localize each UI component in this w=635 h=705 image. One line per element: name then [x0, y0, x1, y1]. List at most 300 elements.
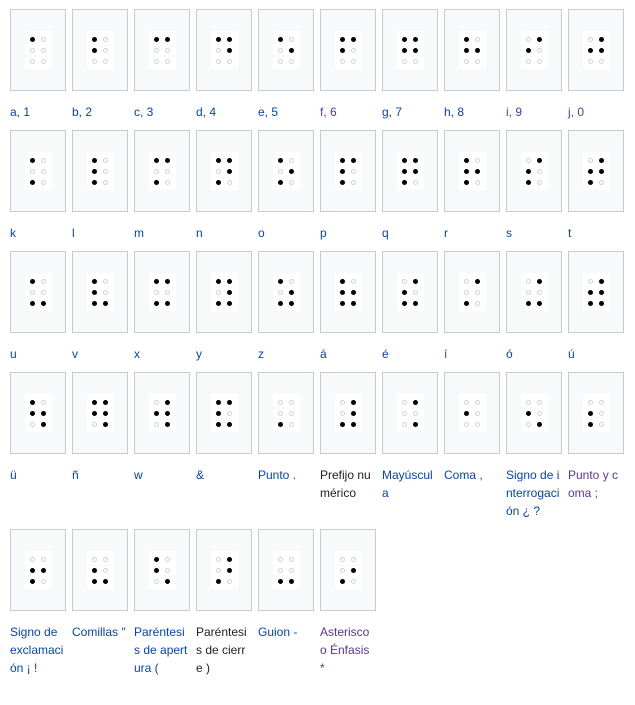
- flat-dot-icon: [402, 400, 407, 405]
- braille-sign: [134, 372, 190, 493]
- raised-dot-icon: [464, 169, 469, 174]
- braille-cell-icon: [25, 551, 52, 589]
- flat-dot-icon: [537, 169, 542, 174]
- sign-label[interactable]: k: [10, 226, 16, 240]
- flat-dot-icon: [537, 411, 542, 416]
- flat-dot-icon: [41, 180, 46, 185]
- flat-dot-icon: [30, 59, 35, 64]
- braille-sign: [444, 9, 500, 130]
- flat-dot-icon: [103, 37, 108, 42]
- braille-image[interactable]: [134, 372, 190, 454]
- braille-image[interactable]: [320, 130, 376, 212]
- flat-dot-icon: [475, 411, 480, 416]
- sign-label[interactable]: Punto y coma ;: [568, 468, 619, 500]
- flat-dot-icon: [475, 422, 480, 427]
- sign-label[interactable]: e, 5: [258, 105, 279, 119]
- raised-dot-icon: [216, 411, 221, 416]
- sign-label[interactable]: ú: [568, 347, 575, 361]
- flat-dot-icon: [103, 59, 108, 64]
- flat-dot-icon: [289, 568, 294, 573]
- flat-dot-icon: [526, 37, 531, 42]
- raised-dot-icon: [537, 301, 542, 306]
- raised-dot-icon: [92, 568, 97, 573]
- braille-image[interactable]: [196, 372, 252, 454]
- flat-dot-icon: [289, 279, 294, 284]
- sign-label[interactable]: n: [196, 226, 203, 240]
- flat-dot-icon: [402, 411, 407, 416]
- braille-image[interactable]: [568, 372, 624, 454]
- raised-dot-icon: [340, 579, 345, 584]
- braille-sign: [196, 9, 252, 130]
- braille-cell-icon: [397, 152, 424, 190]
- braille-image[interactable]: [196, 251, 252, 333]
- raised-dot-icon: [340, 180, 345, 185]
- flat-dot-icon: [289, 37, 294, 42]
- raised-dot-icon: [289, 290, 294, 295]
- braille-image[interactable]: [506, 372, 562, 454]
- flat-dot-icon: [278, 59, 283, 64]
- flat-dot-icon: [30, 290, 35, 295]
- flat-dot-icon: [537, 290, 542, 295]
- braille-image[interactable]: [444, 130, 500, 212]
- raised-dot-icon: [340, 48, 345, 53]
- raised-dot-icon: [475, 48, 480, 53]
- raised-dot-icon: [340, 37, 345, 42]
- sign-label[interactable]: Signo de exclamación ¡ !: [10, 625, 64, 675]
- raised-dot-icon: [92, 411, 97, 416]
- braille-image[interactable]: [72, 9, 128, 91]
- flat-dot-icon: [216, 59, 221, 64]
- flat-dot-icon: [41, 158, 46, 163]
- flat-dot-icon: [154, 48, 159, 53]
- flat-dot-icon: [413, 411, 418, 416]
- braille-cell-icon: [149, 152, 176, 190]
- flat-dot-icon: [588, 59, 593, 64]
- sign-label[interactable]: Mayúscula: [382, 468, 433, 500]
- raised-dot-icon: [588, 180, 593, 185]
- braille-sign: [72, 9, 128, 130]
- braille-image[interactable]: [258, 529, 314, 611]
- braille-cell-icon: [521, 394, 548, 432]
- raised-dot-icon: [30, 568, 35, 573]
- braille-cell-icon: [87, 152, 114, 190]
- braille-sign: [568, 251, 624, 372]
- flat-dot-icon: [103, 48, 108, 53]
- braille-cell-icon: [397, 394, 424, 432]
- sign-label[interactable]: t: [568, 226, 572, 240]
- flat-dot-icon: [103, 169, 108, 174]
- braille-image[interactable]: [258, 372, 314, 454]
- braille-image[interactable]: [134, 529, 190, 611]
- raised-dot-icon: [103, 411, 108, 416]
- raised-dot-icon: [475, 279, 480, 284]
- raised-dot-icon: [402, 37, 407, 42]
- braille-image[interactable]: [320, 372, 376, 454]
- sign-label[interactable]: ü: [10, 468, 17, 482]
- raised-dot-icon: [402, 169, 407, 174]
- braille-image[interactable]: [506, 9, 562, 91]
- flat-dot-icon: [340, 411, 345, 416]
- braille-image[interactable]: [10, 372, 66, 454]
- flat-dot-icon: [216, 290, 221, 295]
- flat-dot-icon: [588, 279, 593, 284]
- braille-cell-icon: [87, 273, 114, 311]
- sign-label[interactable]: Comillas ": [72, 625, 126, 639]
- raised-dot-icon: [413, 48, 418, 53]
- flat-dot-icon: [227, 579, 232, 584]
- sign-label[interactable]: j, 0: [568, 105, 585, 119]
- braille-image[interactable]: [72, 529, 128, 611]
- flat-dot-icon: [41, 48, 46, 53]
- raised-dot-icon: [30, 180, 35, 185]
- braille-sign: [444, 251, 500, 372]
- sign-label[interactable]: q: [382, 226, 389, 240]
- raised-dot-icon: [289, 169, 294, 174]
- sign-label[interactable]: m: [134, 226, 144, 240]
- raised-dot-icon: [413, 158, 418, 163]
- braille-image[interactable]: [506, 251, 562, 333]
- braille-image[interactable]: [10, 529, 66, 611]
- flat-dot-icon: [526, 59, 531, 64]
- sign-label[interactable]: Paréntesis de apertura (: [134, 625, 188, 675]
- braille-image[interactable]: [10, 251, 66, 333]
- raised-dot-icon: [278, 279, 283, 284]
- sign-label[interactable]: Guion -: [258, 625, 298, 639]
- raised-dot-icon: [599, 279, 604, 284]
- sign-label[interactable]: s: [506, 226, 512, 240]
- sign-label[interactable]: á: [320, 347, 327, 361]
- sign-label[interactable]: p: [320, 226, 327, 240]
- braille-cell-icon: [25, 394, 52, 432]
- raised-dot-icon: [41, 568, 46, 573]
- flat-dot-icon: [165, 557, 170, 562]
- flat-dot-icon: [475, 180, 480, 185]
- braille-image[interactable]: [568, 130, 624, 212]
- raised-dot-icon: [41, 301, 46, 306]
- braille-image[interactable]: [506, 130, 562, 212]
- raised-dot-icon: [165, 400, 170, 405]
- flat-dot-icon: [289, 557, 294, 562]
- braille-image[interactable]: [382, 251, 438, 333]
- raised-dot-icon: [289, 579, 294, 584]
- flat-dot-icon: [351, 59, 356, 64]
- sign-label[interactable]: c, 3: [134, 105, 154, 119]
- braille-image[interactable]: [382, 372, 438, 454]
- raised-dot-icon: [154, 568, 159, 573]
- flat-dot-icon: [154, 400, 159, 405]
- sign-label[interactable]: í: [444, 347, 448, 361]
- flat-dot-icon: [227, 411, 232, 416]
- sign-label[interactable]: r: [444, 226, 448, 240]
- raised-dot-icon: [588, 290, 593, 295]
- raised-dot-icon: [92, 169, 97, 174]
- raised-dot-icon: [413, 422, 418, 427]
- braille-cell-icon: [521, 31, 548, 69]
- raised-dot-icon: [464, 180, 469, 185]
- braille-image[interactable]: [444, 9, 500, 91]
- braille-cell-icon: [335, 31, 362, 69]
- raised-dot-icon: [165, 422, 170, 427]
- braille-cell-icon: [149, 273, 176, 311]
- flat-dot-icon: [537, 400, 542, 405]
- flat-dot-icon: [413, 290, 418, 295]
- flat-dot-icon: [278, 411, 283, 416]
- raised-dot-icon: [165, 158, 170, 163]
- braille-sign: [10, 9, 66, 130]
- flat-dot-icon: [599, 400, 604, 405]
- flat-dot-icon: [41, 400, 46, 405]
- sign-label[interactable]: z: [258, 347, 264, 361]
- flat-dot-icon: [588, 400, 593, 405]
- flat-dot-icon: [92, 422, 97, 427]
- raised-dot-icon: [413, 37, 418, 42]
- sign-label[interactable]: g, 7: [382, 105, 403, 119]
- braille-sign: [320, 130, 376, 251]
- flat-dot-icon: [475, 59, 480, 64]
- flat-dot-icon: [289, 422, 294, 427]
- braille-sign: [10, 529, 66, 686]
- raised-dot-icon: [351, 400, 356, 405]
- braille-sign: [320, 9, 376, 130]
- braille-sign: [444, 130, 500, 251]
- raised-dot-icon: [588, 301, 593, 306]
- flat-dot-icon: [165, 180, 170, 185]
- braille-cell-icon: [583, 394, 610, 432]
- flat-dot-icon: [599, 180, 604, 185]
- raised-dot-icon: [92, 48, 97, 53]
- braille-cell-icon: [583, 31, 610, 69]
- raised-dot-icon: [216, 180, 221, 185]
- sign-label[interactable]: a, 1: [10, 105, 31, 119]
- flat-dot-icon: [30, 557, 35, 562]
- flat-dot-icon: [216, 568, 221, 573]
- flat-dot-icon: [351, 48, 356, 53]
- sign-label[interactable]: é: [382, 347, 389, 361]
- braille-image[interactable]: [10, 130, 66, 212]
- sign-label[interactable]: Signo de interrogación ¿ ?: [506, 468, 560, 518]
- braille-image[interactable]: [568, 9, 624, 91]
- flat-dot-icon: [475, 400, 480, 405]
- flat-dot-icon: [351, 279, 356, 284]
- raised-dot-icon: [227, 557, 232, 562]
- flat-dot-icon: [289, 180, 294, 185]
- braille-cell-icon: [459, 152, 486, 190]
- raised-dot-icon: [154, 158, 159, 163]
- braille-image[interactable]: [382, 130, 438, 212]
- flat-dot-icon: [475, 158, 480, 163]
- braille-cell-icon: [335, 273, 362, 311]
- braille-cell-icon: [397, 273, 424, 311]
- raised-dot-icon: [154, 557, 159, 562]
- raised-dot-icon: [278, 579, 283, 584]
- sign-label[interactable]: v: [72, 347, 78, 361]
- braille-image[interactable]: [382, 9, 438, 91]
- sign-label[interactable]: h, 8: [444, 105, 465, 119]
- raised-dot-icon: [216, 158, 221, 163]
- raised-dot-icon: [154, 411, 159, 416]
- raised-dot-icon: [92, 37, 97, 42]
- braille-sign: [196, 372, 252, 493]
- braille-cell-icon: [273, 273, 300, 311]
- flat-dot-icon: [464, 290, 469, 295]
- braille-sign: [134, 529, 190, 686]
- braille-image[interactable]: [258, 251, 314, 333]
- braille-sign: [506, 372, 562, 529]
- raised-dot-icon: [599, 37, 604, 42]
- flat-dot-icon: [216, 169, 221, 174]
- sign-label[interactable]: l: [72, 226, 75, 240]
- braille-cell-icon: [211, 394, 238, 432]
- braille-image[interactable]: [196, 529, 252, 611]
- raised-dot-icon: [92, 290, 97, 295]
- braille-sign: [196, 529, 252, 686]
- flat-dot-icon: [227, 59, 232, 64]
- braille-cell-icon: [25, 273, 52, 311]
- raised-dot-icon: [227, 301, 232, 306]
- braille-image[interactable]: [196, 9, 252, 91]
- raised-dot-icon: [351, 301, 356, 306]
- raised-dot-icon: [227, 422, 232, 427]
- raised-dot-icon: [413, 279, 418, 284]
- raised-dot-icon: [165, 579, 170, 584]
- raised-dot-icon: [154, 37, 159, 42]
- sign-label[interactable]: d, 4: [196, 105, 217, 119]
- flat-dot-icon: [599, 59, 604, 64]
- braille-image[interactable]: [320, 251, 376, 333]
- raised-dot-icon: [216, 422, 221, 427]
- braille-cell-icon: [87, 394, 114, 432]
- sign-label[interactable]: Punto .: [258, 468, 297, 482]
- sign-label[interactable]: Asterisco o Énfasis *: [320, 625, 370, 675]
- braille-image[interactable]: [568, 251, 624, 333]
- braille-image[interactable]: [320, 9, 376, 91]
- braille-sign: [258, 130, 314, 251]
- braille-image[interactable]: [72, 372, 128, 454]
- braille-sign: [506, 130, 562, 251]
- braille-cell-icon: [87, 551, 114, 589]
- raised-dot-icon: [227, 279, 232, 284]
- braille-image[interactable]: [134, 251, 190, 333]
- braille-sign: [258, 251, 314, 372]
- flat-dot-icon: [537, 48, 542, 53]
- braille-cell-icon: [335, 152, 362, 190]
- sign-label[interactable]: x: [134, 347, 140, 361]
- sign-label[interactable]: u: [10, 347, 17, 361]
- raised-dot-icon: [92, 301, 97, 306]
- raised-dot-icon: [227, 48, 232, 53]
- braille-sign: [134, 130, 190, 251]
- flat-dot-icon: [351, 579, 356, 584]
- braille-image[interactable]: [444, 372, 500, 454]
- raised-dot-icon: [537, 158, 542, 163]
- raised-dot-icon: [413, 400, 418, 405]
- flat-dot-icon: [464, 59, 469, 64]
- sign-label[interactable]: y: [196, 347, 202, 361]
- braille-image[interactable]: [444, 251, 500, 333]
- flat-dot-icon: [588, 158, 593, 163]
- sign-label[interactable]: &: [196, 468, 205, 482]
- sign-label[interactable]: f, 6: [320, 105, 337, 119]
- flat-dot-icon: [41, 557, 46, 562]
- braille-sign: [320, 251, 376, 372]
- braille-cell-icon: [521, 152, 548, 190]
- braille-image[interactable]: [134, 9, 190, 91]
- flat-dot-icon: [340, 400, 345, 405]
- flat-dot-icon: [103, 568, 108, 573]
- raised-dot-icon: [165, 279, 170, 284]
- flat-dot-icon: [289, 158, 294, 163]
- sign-label[interactable]: ñ: [72, 468, 79, 482]
- raised-dot-icon: [526, 48, 531, 53]
- flat-dot-icon: [278, 290, 283, 295]
- braille-image[interactable]: [258, 130, 314, 212]
- raised-dot-icon: [464, 301, 469, 306]
- braille-sign: [258, 372, 314, 493]
- braille-image[interactable]: [72, 251, 128, 333]
- sign-label[interactable]: o: [258, 226, 265, 240]
- raised-dot-icon: [413, 169, 418, 174]
- raised-dot-icon: [537, 37, 542, 42]
- braille-sign: [258, 9, 314, 130]
- braille-image[interactable]: [72, 130, 128, 212]
- braille-sign: [382, 9, 438, 130]
- braille-image[interactable]: [134, 130, 190, 212]
- flat-dot-icon: [103, 158, 108, 163]
- braille-sign: [506, 251, 562, 372]
- flat-dot-icon: [41, 279, 46, 284]
- raised-dot-icon: [340, 158, 345, 163]
- braille-image[interactable]: [258, 9, 314, 91]
- raised-dot-icon: [103, 301, 108, 306]
- raised-dot-icon: [216, 400, 221, 405]
- braille-cell-icon: [335, 394, 362, 432]
- flat-dot-icon: [413, 180, 418, 185]
- braille-sign: [134, 9, 190, 130]
- sign-label[interactable]: b, 2: [72, 105, 93, 119]
- flat-dot-icon: [402, 59, 407, 64]
- flat-dot-icon: [216, 48, 221, 53]
- raised-dot-icon: [165, 37, 170, 42]
- raised-dot-icon: [103, 422, 108, 427]
- flat-dot-icon: [537, 59, 542, 64]
- sign-label[interactable]: i, 9: [506, 105, 523, 119]
- raised-dot-icon: [227, 37, 232, 42]
- braille-sign: [382, 251, 438, 372]
- raised-dot-icon: [526, 301, 531, 306]
- sign-label[interactable]: Coma ,: [444, 468, 483, 482]
- sign-label[interactable]: ó: [506, 347, 513, 361]
- braille-image[interactable]: [10, 9, 66, 91]
- braille-image[interactable]: [196, 130, 252, 212]
- raised-dot-icon: [526, 169, 531, 174]
- raised-dot-icon: [227, 400, 232, 405]
- braille-cell-icon: [397, 31, 424, 69]
- flat-dot-icon: [165, 48, 170, 53]
- sign-label[interactable]: w: [134, 468, 143, 482]
- raised-dot-icon: [278, 180, 283, 185]
- braille-cell-icon: [211, 273, 238, 311]
- raised-dot-icon: [340, 422, 345, 427]
- flat-dot-icon: [413, 59, 418, 64]
- flat-dot-icon: [289, 400, 294, 405]
- braille-cell-icon: [335, 551, 362, 589]
- braille-cell-icon: [273, 152, 300, 190]
- raised-dot-icon: [154, 279, 159, 284]
- raised-dot-icon: [165, 301, 170, 306]
- braille-image[interactable]: [320, 529, 376, 611]
- braille-sign: [258, 529, 314, 650]
- raised-dot-icon: [351, 158, 356, 163]
